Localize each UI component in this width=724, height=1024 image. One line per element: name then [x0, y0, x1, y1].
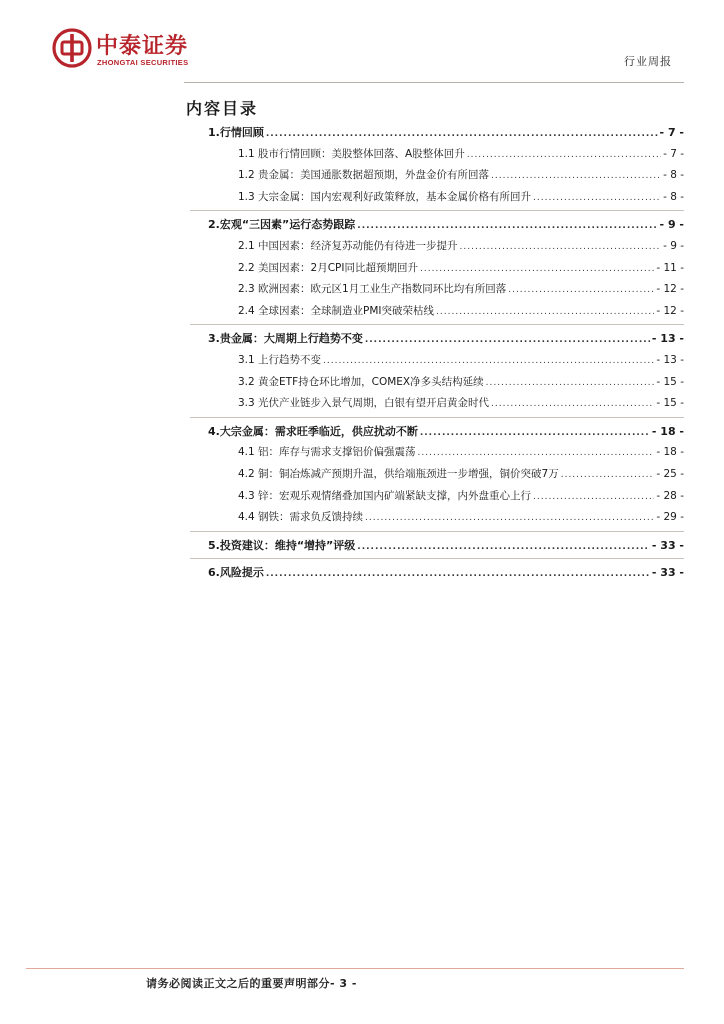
toc-entry-page: - 18 -	[651, 424, 684, 438]
toc-entry-label: 2.3 欧洲因素：欧元区1月工业生产指数同环比均有所回落	[238, 283, 507, 296]
toc-leader-dots	[436, 302, 654, 323]
toc-leader-dots	[266, 124, 658, 144]
toc-subsection-entry[interactable]	[208, 464, 684, 486]
toc-entry-page: - 28 -	[656, 489, 684, 502]
toc-title: 内容目录	[186, 99, 259, 118]
toc-entry-label: 4.4 钢铁：需求负反馈持续	[238, 511, 364, 524]
toc-entry-page: - 13 -	[651, 332, 684, 346]
toc-leader-dots	[420, 423, 650, 443]
header-divider	[184, 82, 684, 83]
toc-leader-dots	[491, 166, 661, 187]
toc-leader-dots	[365, 508, 654, 529]
toc-leader-dots	[420, 259, 654, 280]
toc-entry-label: 1.1 股市行情回顾：美股整体回落、A股整体回升	[238, 147, 465, 160]
page-number: - 3 -	[330, 977, 357, 990]
toc-entry-label: 6.风险提示	[208, 566, 264, 580]
toc-leader-dots	[486, 373, 655, 394]
toc-entry-label: 2.宏观“三因素”运行态势跟踪	[208, 218, 356, 232]
toc-entry-label: 2.1 中国因素：经济复苏动能仍有待进一步提升	[238, 239, 458, 252]
brand-name: 中泰证券	[96, 34, 189, 59]
toc-entry-page: - 12 -	[656, 304, 684, 317]
toc-entry-label: 4.3 锌：宏观乐观情绪叠加国内矿端紧缺支撑，内外盘重心上行	[238, 489, 532, 502]
toc-section-entry[interactable]	[208, 421, 684, 443]
toc-entry-page: - 33 -	[651, 566, 684, 580]
toc-subsection-entry[interactable]	[208, 372, 684, 394]
toc-entry-label: 4.大宗金属：需求旺季临近，供应扰动不断	[208, 424, 418, 438]
toc-entry-label: 2.2 美国因素：2月CPI同比超预期回升	[238, 261, 418, 274]
toc-entry-page: - 18 -	[656, 446, 684, 459]
toc-subsection-entry[interactable]	[208, 393, 684, 415]
toc-entry-page: - 29 -	[656, 511, 684, 524]
toc-entry-page: - 13 -	[656, 353, 684, 366]
toc-entry-page: - 9 -	[663, 239, 684, 252]
toc-entry-page: - 9 -	[659, 218, 684, 232]
footer-divider	[26, 968, 684, 969]
toc-subsection-entry[interactable]	[208, 486, 684, 508]
toc-entry-page: - 33 -	[651, 538, 684, 552]
toc-entry-page: - 7 -	[659, 126, 684, 139]
toc-subsection-entry[interactable]	[208, 301, 684, 323]
toc-leader-dots	[491, 394, 654, 415]
toc-entry-page: - 25 -	[656, 467, 684, 480]
toc-entry-label: 2.4 全球因素：全球制造业PMI突破荣枯线	[238, 304, 435, 317]
toc-entry-label: 1.行情回顾	[208, 126, 264, 139]
toc-leader-dots	[467, 145, 661, 166]
toc-entry-label: 3.1 上行趋势不变	[238, 353, 322, 366]
report-type: 行业周报	[624, 55, 672, 68]
toc-subsection-entry[interactable]	[208, 144, 684, 166]
toc-subsection-entry[interactable]	[208, 350, 684, 372]
toc-subsection-entry[interactable]	[208, 165, 684, 187]
toc-entry-label: 1.3 大宗金属：国内宏观利好政策释放，基本金属价格有所回升	[238, 190, 532, 203]
zhongtai-logo-icon	[52, 28, 92, 68]
toc-subsection-entry[interactable]	[208, 279, 684, 301]
toc-leader-dots	[561, 465, 655, 486]
toc-subsection-entry[interactable]	[208, 187, 684, 209]
toc-entry-page: - 11 -	[656, 261, 684, 274]
toc-entry-label: 5.投资建议：维持“增持”评级	[208, 538, 356, 552]
footer-disclaimer: 请务必阅读正文之后的重要声明部分	[146, 977, 330, 990]
toc-subsection-entry[interactable]	[208, 236, 684, 258]
toc-subsection-entry[interactable]	[208, 258, 684, 280]
table-of-contents	[208, 122, 684, 584]
toc-section-entry[interactable]	[208, 535, 684, 557]
toc-entry-page: - 15 -	[656, 397, 684, 410]
toc-entry-label: 1.2 贵金属：美国通胀数据超预期，外盘金价有所回落	[238, 169, 490, 182]
toc-section-entry[interactable]	[208, 562, 684, 584]
toc-entry-page: - 12 -	[656, 283, 684, 296]
toc-subsection-entry[interactable]	[208, 507, 684, 529]
toc-section-entry[interactable]	[208, 328, 684, 350]
toc-leader-dots	[533, 487, 654, 508]
toc-entry-label: 4.1 铝：库存与需求支撑铝价偏强震荡	[238, 446, 416, 459]
footer	[146, 975, 357, 991]
toc-subsection-entry[interactable]	[208, 442, 684, 464]
toc-leader-dots	[357, 537, 650, 557]
toc-entry-page: - 7 -	[663, 147, 684, 160]
toc-leader-dots	[266, 564, 650, 584]
toc-section-entry[interactable]	[208, 214, 684, 236]
toc-leader-dots	[508, 280, 654, 301]
toc-entry-label: 3.贵金属：大周期上行趋势不变	[208, 332, 363, 346]
toc-leader-dots	[418, 443, 655, 464]
toc-leader-dots	[323, 351, 654, 372]
toc-leader-dots	[365, 330, 650, 350]
toc-entry-label: 3.3 光伏产业链步入景气周期，白银有望开启黄金时代	[238, 397, 490, 410]
toc-entry-label: 3.2 黄金ETF持仓环比增加，COMEX净多头结构延续	[238, 375, 484, 388]
toc-entry-label: 4.2 铜：铜冶炼减产预期升温，供给端瓶颈进一步增强，铜价突破7万	[238, 467, 559, 480]
toc-leader-dots	[460, 237, 662, 258]
toc-leader-dots	[357, 216, 657, 236]
toc-leader-dots	[533, 188, 661, 209]
toc-entry-page: - 8 -	[663, 169, 684, 182]
toc-section-entry[interactable]	[208, 122, 684, 144]
toc-entry-page: - 15 -	[656, 375, 684, 388]
brand-subtitle: ZHONGTAI SECURITIES	[97, 58, 189, 67]
toc-entry-page: - 8 -	[663, 190, 684, 203]
company-logo	[52, 28, 252, 74]
